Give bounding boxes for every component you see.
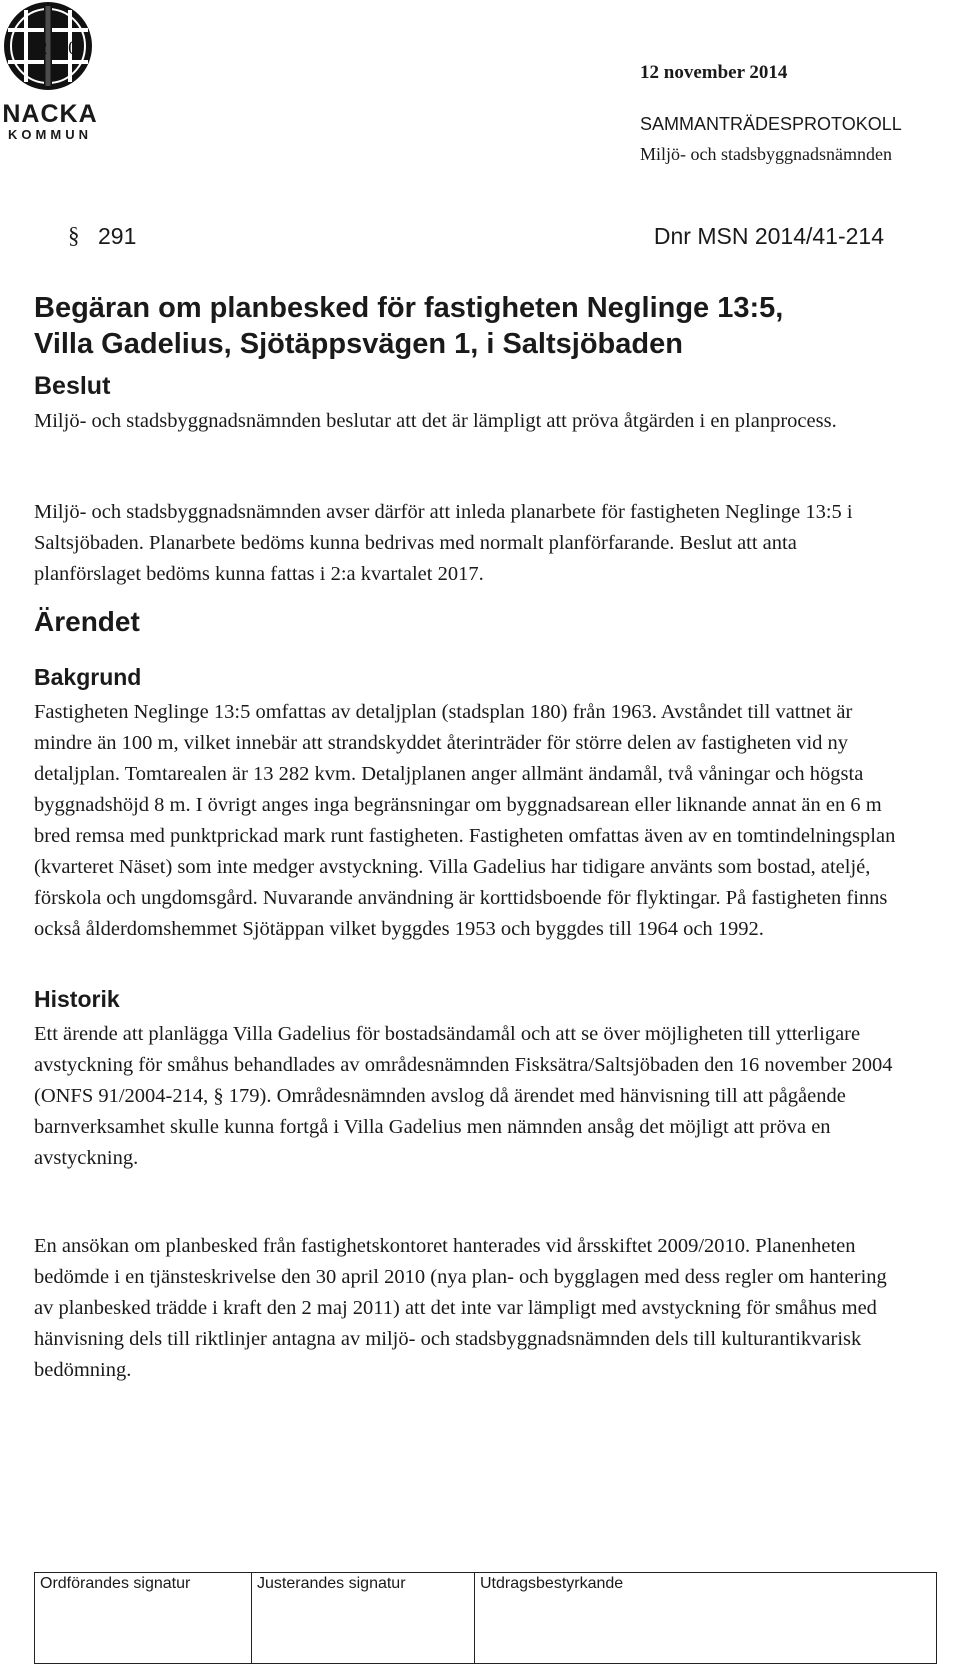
- beslut-heading: Beslut: [34, 372, 111, 400]
- signature-table: [34, 1572, 937, 1664]
- chair-signature-label: Ordförandes signatur: [40, 1575, 191, 1592]
- bakgrund-text: Fastigheten Neglinge 13:5 omfattas av detaljplan (stadsplan 180) från 1963. Avståndet till vattnet är mindre än 100 m, vilket innebär att strandskyddet återinträder för större delen av fastigheten vid ny detaljplan. Tomtarealen är 13 282 kvm. Detaljplanen anger allmänt ändamål, två våningar och högsta byggnadshöjd 8 m. I övrigt anges inga begränsningar om byggnadsarean eller liknande annat än en 6 m bred remsa med punktprickad mark runt fastigheten. Fastigheten omfattas även av en tomtindelningsplan (kvarteret Näset) som inte medger avstyckning. Villa Gadelius har tidigare använts som bostad, ateljé, förskola och ungdomsgård. Nuvarande användning är korttidsboende för flyktingar. På fastigheten finns också ålderdomshemmet Sjötäppan vilket byggdes 1953 och byggdes till 1964 och 1992.: [34, 701, 896, 940]
- adjuster-signature-cell: [252, 1573, 475, 1664]
- historik-heading: Historik: [34, 986, 120, 1012]
- chair-signature-cell: [35, 1573, 252, 1664]
- logo-name: NACKA: [2, 100, 98, 128]
- board-name: Miljö- och stadsbyggnadsnämnden: [640, 144, 892, 164]
- document-type: SAMMANTRÄDESPROTOKOLL: [640, 114, 902, 134]
- title-line-1: Begäran om planbesked för fastigheten Neglinge 13:5,: [34, 292, 784, 324]
- logo-subtitle: KOMMUN: [8, 127, 92, 142]
- historik-paragraph-1: Ett ärende att planlägga Villa Gadelius för bostadsändamål och att se över möjligheten till ytterligare avstyckning för småhus behandlades av områdesnämnden Fisksätra/Saltsjöbaden den 16 november 2004 (ONFS 91/2004-214, § 179). Områdesnämnden avslog då ärendet med hänvisning till att pågående barnverksamhet skulle kunna fortgå i Villa Gadelius men nämnden ansåg det möjligt att pröva en avstyckning.: [34, 1023, 893, 1169]
- arendet-heading: Ärendet: [34, 606, 140, 637]
- certifying-signature-cell: [475, 1573, 937, 1664]
- bakgrund-heading: Bakgrund: [34, 664, 142, 690]
- case-number: Dnr MSN 2014/41-214: [653, 223, 884, 249]
- title-line-2: Villa Gadelius, Sjötäppsvägen 1, i Saltsjöbaden: [34, 328, 683, 360]
- paragraph-sign: §: [68, 223, 80, 248]
- paragraph-number: 291: [98, 223, 137, 249]
- meeting-date: 12 november 2014: [640, 62, 788, 83]
- certifying-signature-label: Utdragsbestyrkande: [480, 1575, 624, 1592]
- page-title: [34, 290, 914, 362]
- page-number: 2 (10): [38, 38, 84, 59]
- adjuster-signature-label: Justerandes signatur: [257, 1575, 406, 1592]
- historik-paragraph-2: En ansökan om planbesked från fastighetskontoret hanterades vid årsskiftet 2009/2010. Planenheten bedömde i en tjänsteskrivelse den 30 april 2010 (nya plan- och bygglagen med dess regler om hantering av planbesked trädde i kraft den 2 maj 2011) att det inte var lämpligt med avstyckning för småhus med hänvisning dels till riktlinjer antagna av miljö- och stadsbyggnadsnämnden dels till kulturantikvarisk bedömning.: [34, 1235, 887, 1381]
- beslut-paragraph-2: Miljö- och stadsbyggnadsnämnden avser därför att inleda planarbete för fastigheten Neglinge 13:5 i Saltsjöbaden. Planarbete bedöms kunna bedrivas med normalt planförfarande. Beslut att anta planförslaget bedöms kunna fattas i 2:a kvartalet 2017.: [34, 501, 853, 585]
- beslut-paragraph-1: Miljö- och stadsbyggnadsnämnden beslutar att det är lämpligt att pröva åtgärden i en planprocess.: [34, 410, 837, 432]
